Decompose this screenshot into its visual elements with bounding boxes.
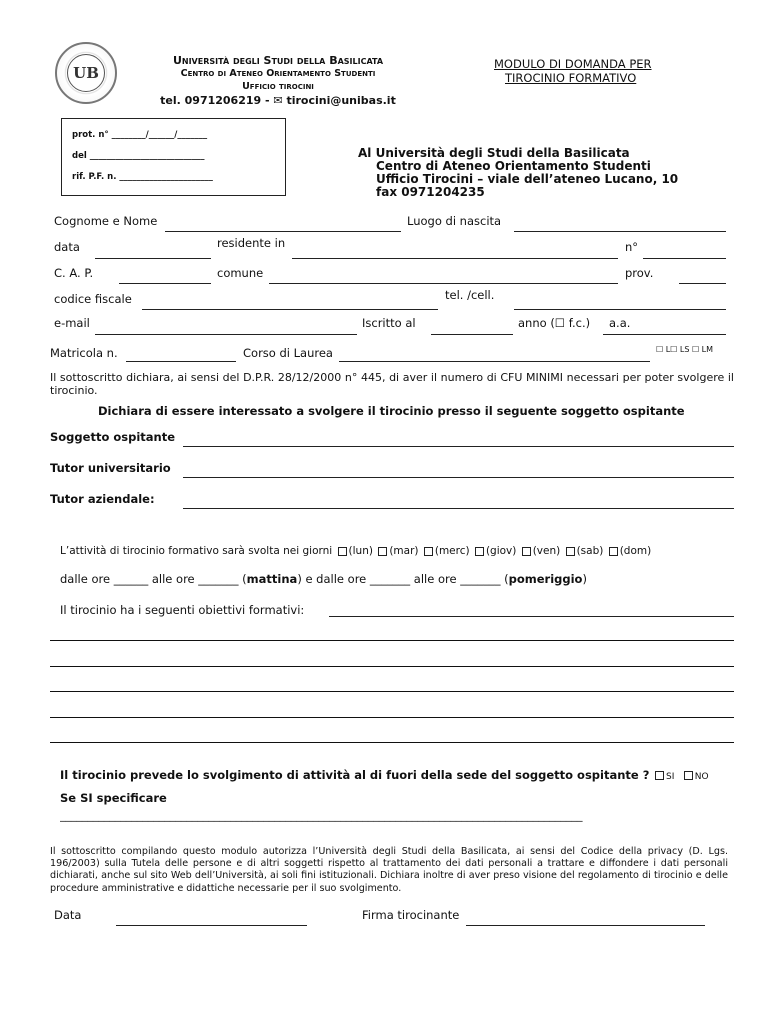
firma-field[interactable]	[466, 925, 705, 926]
checkbox-giov[interactable]	[475, 547, 484, 556]
soggetto-ospitante-field[interactable]	[183, 446, 734, 447]
label-soggetto-ospitante: Soggetto ospitante	[50, 430, 176, 444]
label-cap: C. A. P.	[54, 266, 94, 280]
luogo-nascita-field[interactable]	[514, 231, 726, 232]
pomeriggio-label: pomeriggio	[508, 572, 583, 586]
prov-field[interactable]	[679, 283, 726, 284]
signature-date-field[interactable]	[116, 925, 307, 926]
checkbox-ven[interactable]	[522, 547, 531, 556]
label-codice-fiscale: codice fiscale	[54, 292, 132, 306]
del-field[interactable]: del ___________________________	[72, 151, 205, 161]
residente-field[interactable]	[292, 258, 618, 259]
mattina-label: mattina	[246, 572, 298, 586]
label-tutor-universitario: Tutor universitario	[50, 461, 171, 475]
aa-field[interactable]	[603, 334, 726, 335]
prot-field[interactable]: prot. n° ________/______/_______	[72, 130, 208, 140]
label-aa: a.a.	[609, 316, 631, 330]
codice-fiscale-field[interactable]	[142, 309, 438, 310]
university-logo	[55, 42, 117, 104]
specify-field[interactable]: _______________________________________________________________________________________________	[60, 809, 583, 822]
objectives-line-4[interactable]	[50, 717, 734, 718]
checkbox-lun[interactable]	[338, 547, 347, 556]
cognome-nome-field[interactable]	[165, 231, 401, 232]
label-matricola: Matricola n.	[50, 346, 118, 360]
rif-field[interactable]: rif. P.F. n. ______________________	[72, 172, 213, 182]
label-tutor-aziendale: Tutor aziendale:	[50, 492, 155, 506]
si-label: SI	[666, 772, 675, 782]
numero-field[interactable]	[643, 258, 726, 259]
day-ven: (ven)	[532, 545, 561, 557]
day-lun: (lun)	[348, 545, 373, 557]
cap-field[interactable]	[119, 283, 211, 284]
corso-field[interactable]	[339, 361, 650, 362]
checkbox-si[interactable]	[655, 771, 664, 780]
hours-close: )	[582, 572, 587, 586]
matricola-field[interactable]	[126, 361, 236, 362]
data-field[interactable]	[95, 258, 211, 259]
label-luogo-nascita: Luogo di nascita	[407, 214, 502, 228]
logo-monogram: UB	[67, 54, 105, 92]
cfu-declaration: Il sottoscritto dichiara, ai sensi del D.P.R. 28/12/2000 n° 445, di aver il numero di CFU MINIMI necessari per poter svolgere il tirocinio.	[50, 371, 734, 397]
center-name: Centro di Ateneo Orientamento Studenti	[180, 68, 376, 79]
label-iscritto: Iscritto al	[362, 316, 416, 330]
tutor-aziendale-field[interactable]	[183, 508, 734, 509]
addressee-line4: fax 0971204235	[376, 185, 485, 199]
privacy-notice: Il sottoscritto compilando questo modulo autorizza l’Università degli Studi della Basilicata, ai sensi del Codice della privacy (D. Lgs. 196/2003) sulla Tutela delle persone e di altri soggetti rispetto al trattamento dei dati personali a trattare e diffondere i dati personali dichiarati, anche sul sito Web dell’Università, ai soli fini istituzionali. Dichiara inoltre di aver preso visione del regolamento di tirocinio e delle procedure amministrative e didattiche necessarie per il suo svolgimento.	[50, 846, 728, 894]
contact-info: tel. 0971206219 - ✉ tirocini@unibas.it	[160, 94, 396, 107]
day-merc: (merc)	[434, 545, 470, 557]
addressee-line3: Ufficio Tirocini – viale dell’ateneo Lucano, 10	[376, 172, 679, 186]
checkbox-no[interactable]	[684, 771, 693, 780]
addressee-line2: Centro di Ateneo Orientamento Studenti	[376, 159, 651, 173]
university-name: Università degli Studi della Basilicata	[172, 54, 384, 67]
external-question-row	[60, 768, 709, 782]
degree-type-checkboxes[interactable]: ☐ L☐ LS ☐ LM	[656, 345, 714, 354]
label-numero: n°	[625, 240, 639, 254]
office-name: Ufficio tirocini	[242, 81, 314, 92]
day-mar: (mar)	[389, 545, 419, 557]
tel-field[interactable]	[514, 309, 726, 310]
checkbox-mar[interactable]	[378, 547, 387, 556]
iscritto-field[interactable]	[431, 334, 513, 335]
label-objectives: Il tirocinio ha i seguenti obiettivi formativi:	[60, 603, 305, 617]
tutor-universitario-field[interactable]	[183, 477, 734, 478]
objectives-line-5[interactable]	[50, 742, 734, 743]
label-anno: anno (☐ f.c.)	[518, 316, 591, 330]
hours-pm-text: ) e dalle ore _______ alle ore _______ (	[297, 572, 509, 586]
no-label: NO	[694, 772, 709, 782]
label-cognome-nome: Cognome e Nome	[54, 214, 158, 228]
days-label: L’attività di tirocinio formativo sarà svolta nei giorni	[60, 545, 333, 557]
checkbox-sab[interactable]	[566, 547, 575, 556]
checkbox-dom[interactable]	[609, 547, 618, 556]
day-dom: (dom)	[619, 545, 652, 557]
label-firma: Firma tirocinante	[362, 908, 460, 922]
day-giov: (giov)	[485, 545, 517, 557]
label-comune: comune	[217, 266, 264, 280]
hours-row[interactable]	[60, 572, 587, 586]
day-sab: (sab)	[576, 545, 604, 557]
form-title-line1: MODULO DI DOMANDA PER	[494, 57, 652, 71]
addressee-line1: Al Università degli Studi della Basilicata	[358, 146, 630, 160]
label-tel: tel. /cell.	[445, 288, 495, 302]
label-specify: Se SI specificare	[60, 791, 167, 805]
checkbox-merc[interactable]	[424, 547, 433, 556]
label-data: data	[54, 240, 80, 254]
days-row	[60, 545, 651, 557]
form-title-line2: TIROCINIO FORMATIVO	[505, 71, 637, 85]
objectives-line-0[interactable]	[329, 616, 734, 617]
objectives-line-2[interactable]	[50, 666, 734, 667]
hours-am-text: dalle ore ______ alle ore _______ (	[60, 572, 247, 586]
objectives-line-3[interactable]	[50, 691, 734, 692]
objectives-line-1[interactable]	[50, 640, 734, 641]
label-email: e-mail	[54, 316, 90, 330]
external-question: Il tirocinio prevede lo svolgimento di attività al di fuori della sede del soggetto ospitante ?	[60, 768, 650, 782]
label-corso: Corso di Laurea	[243, 346, 333, 360]
email-field[interactable]	[95, 334, 357, 335]
label-residente: residente in	[217, 236, 286, 250]
interest-heading: Dichiara di essere interessato a svolgere il tirocinio presso il seguente soggetto ospitante	[98, 404, 685, 418]
label-prov: prov.	[625, 266, 654, 280]
comune-field[interactable]	[269, 283, 618, 284]
label-signature-date: Data	[54, 908, 82, 922]
